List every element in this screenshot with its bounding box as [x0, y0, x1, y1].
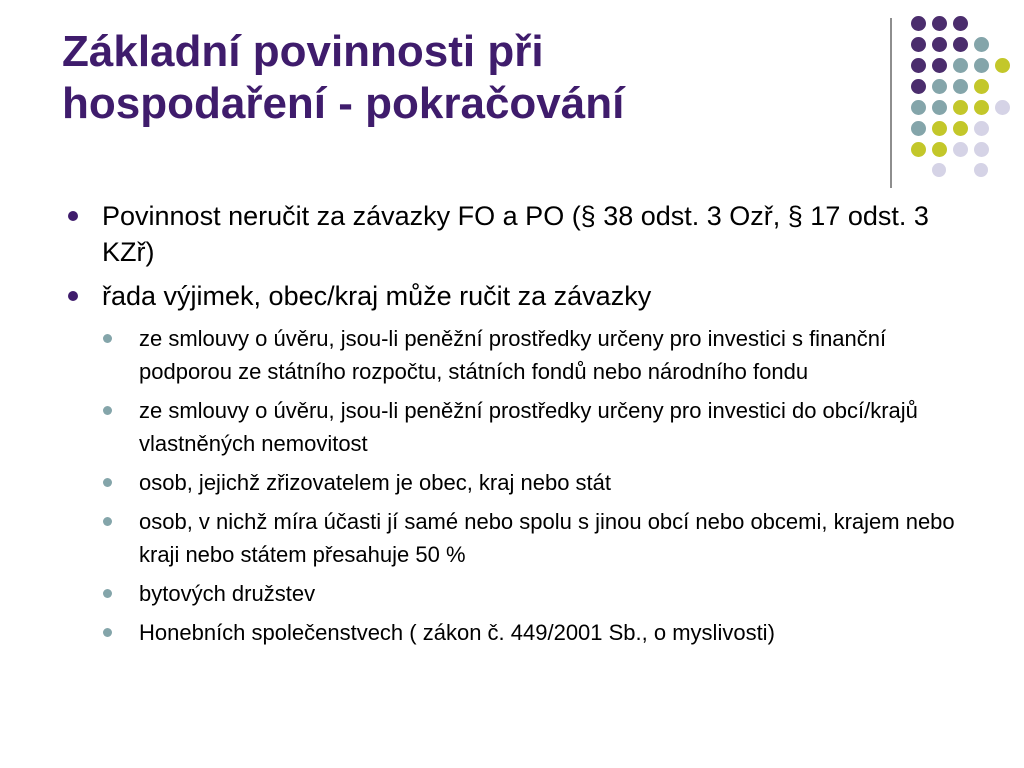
decorative-dot — [932, 142, 947, 157]
decorative-dot — [911, 37, 926, 52]
decorative-dot — [911, 79, 926, 94]
decorative-dot — [932, 79, 947, 94]
decorative-dot — [974, 37, 989, 52]
bullet-text: řada výjimek, obec/kraj může ručit za závazky — [102, 281, 652, 311]
decorative-dot — [932, 16, 947, 31]
decorative-dot — [974, 121, 989, 136]
bullet-text: Povinnost neručit za závazky FO a PO (§ 38 odst. 3 Ozř, § 17 odst. 3 KZř) — [102, 201, 929, 267]
decorative-dot-grid — [907, 15, 1012, 165]
decorative-dot — [995, 58, 1010, 73]
slide-title-line-2: hospodaření - pokračování — [62, 79, 625, 128]
decorative-dot — [911, 16, 926, 31]
sub-bullet-dot-icon — [103, 628, 112, 637]
bullet-item — [60, 198, 980, 270]
sub-bullet-dot-icon — [103, 334, 112, 343]
sub-bullet-text: bytových družstev — [139, 581, 316, 606]
bullet-dot-icon — [68, 211, 78, 221]
decorative-dot — [995, 100, 1010, 115]
decorative-dot — [953, 79, 968, 94]
sub-bullet-dot-icon — [103, 589, 112, 598]
decorative-dot — [974, 142, 989, 157]
slide-body — [60, 198, 980, 655]
decorative-dot — [911, 58, 926, 73]
sub-bullet-text: ze smlouvy o úvěru, jsou-li peněžní prostředky určeny pro investici do obcí/krajů vlastněných nemovitost — [139, 398, 918, 456]
slide-title-line-1: Základní povinnosti při — [62, 27, 544, 76]
bullet-item — [60, 278, 980, 314]
sub-bullet-text: ze smlouvy o úvěru, jsou-li peněžní prostředky určeny pro investici s finanční podporou ze státního rozpočtu, státních fondů nebo národního fondu — [139, 326, 887, 384]
sub-bullet-dot-icon — [103, 517, 112, 526]
decorative-dot — [953, 37, 968, 52]
decorative-dot — [974, 163, 988, 177]
decorative-dot — [953, 58, 968, 73]
slide-title — [62, 26, 862, 130]
sub-bullet-item — [102, 394, 980, 460]
decorative-dot — [974, 58, 989, 73]
decorative-dot — [953, 142, 968, 157]
decorative-dot — [932, 58, 947, 73]
decorative-dot — [932, 163, 946, 177]
sub-bullet-text: osob, jejichž zřizovatelem je obec, kraj nebo stát — [139, 470, 612, 495]
decorative-dot — [953, 121, 968, 136]
sub-bullet-item — [102, 505, 980, 571]
decorative-dot — [911, 121, 926, 136]
sub-bullet-dot-icon — [103, 406, 112, 415]
decorative-dot — [953, 16, 968, 31]
sub-bullet-item — [102, 577, 980, 610]
sub-bullet-dot-icon — [103, 478, 112, 487]
decorative-dot — [932, 100, 947, 115]
sub-bullet-text: Honebních společenstvech ( zákon č. 449/2001 Sb., o myslivosti) — [139, 620, 775, 645]
sub-bullet-item — [102, 322, 980, 388]
decorative-dot — [911, 100, 926, 115]
decorative-dot — [932, 121, 947, 136]
decorative-divider — [890, 18, 892, 188]
sub-bullet-item — [102, 616, 980, 649]
decorative-dot — [932, 37, 947, 52]
decorative-dot — [953, 100, 968, 115]
sub-bullet-item — [102, 466, 980, 499]
bullet-dot-icon — [68, 291, 78, 301]
decorative-dot — [974, 79, 989, 94]
sub-bullet-text: osob, v nichž míra účasti jí samé nebo spolu s jinou obcí nebo obcemi, krajem nebo kraji nebo státem přesahuje 50 % — [139, 509, 955, 567]
decorative-dot — [911, 142, 926, 157]
decorative-dot — [974, 100, 989, 115]
